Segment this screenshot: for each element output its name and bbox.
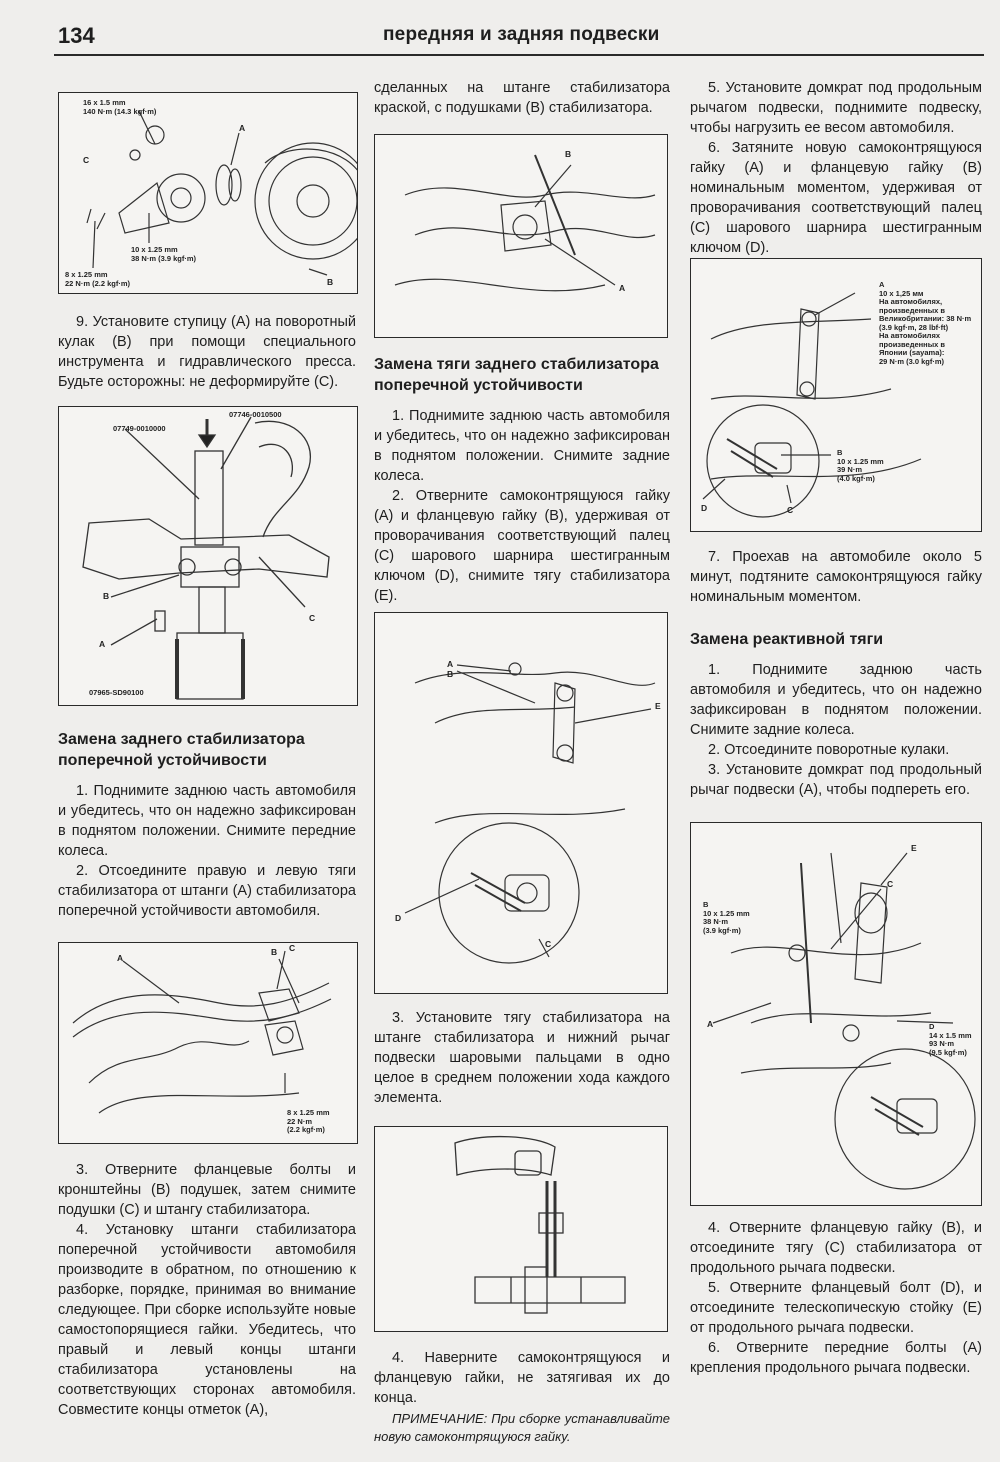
tightening-torque-b: B 10 x 1.25 mm 39 N·m (4.0 kgf·m) xyxy=(837,448,884,483)
trailing-arm-drawing xyxy=(691,823,981,1205)
heading-reaction-rod: Замена реактивной тяги xyxy=(690,631,884,648)
arm-torque-b: B 10 x 1.25 mm 38 N·m (3.9 kgf·m) xyxy=(703,900,750,935)
link-step-6: 6. Затяните новую самоконтрящуюся гайку (А) и фланцевую гайку (В) номинальным моментом, удерживая от проворачивания соответствующий палец (С) шарового шарнира шестигранным ключом (D). xyxy=(690,140,982,256)
column-middle-4 xyxy=(374,1348,670,1446)
stabilizer-torque: 8 x 1.25 mm 22 N·m (2.2 kgf·m) xyxy=(287,1108,330,1134)
link-removal-drawing xyxy=(375,613,667,993)
figure-hub-press xyxy=(58,406,358,706)
column-middle xyxy=(374,78,670,118)
link-step-7: 7. Проехав на автомобиле около 5 минут, подтяните самоконтрящуюся гайку номинальным моментом. xyxy=(690,549,982,605)
tightening-label-d: D xyxy=(701,503,708,513)
rod-step-5: 5. Отверните фланцевый болт (D), и отсоедините телескопическую стойку (Е) от продольного рычага подвески. xyxy=(690,1280,982,1336)
stabilizer-step-2: 2. Отсоедините правую и левую тяги стабилизатора от штанги (А) стабилизатора поперечной устойчивости автомобиля. xyxy=(58,863,356,919)
press-label-c: C xyxy=(309,613,316,623)
rod-step-3: 3. Установите домкрат под продольный рычаг подвески (А), чтобы подпереть его. xyxy=(690,762,982,798)
marks-label-b: B xyxy=(565,149,572,159)
link-label-a: A xyxy=(447,659,454,669)
stabilizer-marks-drawing xyxy=(375,135,667,337)
press-tool-1: 07749-0010000 xyxy=(113,424,166,433)
arm-label-a: A xyxy=(707,1019,714,1029)
figure-stabilizer-marks xyxy=(374,134,668,338)
link-step-4: 4. Наверните самоконтрящуюся и фланцевую гайки, не затягивая их до конца. xyxy=(374,1350,670,1406)
column-left-2 xyxy=(58,729,356,921)
figure-link-tightening xyxy=(690,258,982,532)
rod-step-1: 1. Поднимите заднюю часть автомобиля и убедитесь, что он надежно зафиксирован в поднятом положении. Снимите задние колеса. xyxy=(690,662,982,738)
arm-torque-d: D 14 x 1.5 mm 93 N·m (9.5 kgf·m) xyxy=(929,1022,972,1057)
press-label-b: B xyxy=(103,591,110,601)
link-label-c: C xyxy=(545,939,552,949)
tightening-torque-a: A 10 x 1,25 мм На автомобилях, произведенных в Великобритании: 38 N·m (3.9 kgf·m, 28 lbf·ft) На автомобилях произведенных в Японии (sayama): 29 N·m (3.0 kgf·m) xyxy=(879,280,972,366)
running-head: передняя и задняя подвески xyxy=(383,24,660,45)
figure-link-removal xyxy=(374,612,668,994)
column-right-2 xyxy=(690,547,982,800)
link-step-5: 5. Установите домкрат под продольным рычагом подвески, поднимите подвеску, чтобы нагрузить ее весом автомобиля. xyxy=(690,80,982,136)
press-tool-3: 07965-SD90100 xyxy=(89,688,144,697)
arm-label-c: C xyxy=(887,879,894,889)
stabilizer-step-3: 3. Отверните фланцевые болты и кронштейны (В) подушек, затем снимите подушки (С) и штангу стабилизатора. xyxy=(58,1162,356,1218)
stabilizer-step-1: 1. Поднимите заднюю часть автомобиля и убедитесь, что он надежно зафиксирован в поднятом положении. Снимите передние колеса. xyxy=(58,783,356,859)
rod-step-2: 2. Отсоедините поворотные кулаки. xyxy=(708,742,950,758)
step-9-text: 9. Установите ступицу (А) на поворотный кулак (В) при помощи специального инструмента и гидравлического пресса. Будьте осторожны: не деформируйте (С). xyxy=(58,314,356,390)
stabilizer-step-4-cont: сделанных на штанге стабилизатора краской, с подушками (В) стабилизатора. xyxy=(374,80,670,116)
hub-exploded-drawing xyxy=(59,93,357,293)
link-step-1: 1. Поднимите заднюю часть автомобиля и убедитесь, что он надежно зафиксирован в поднятом положении. Снимите задние колеса. xyxy=(374,408,670,484)
link-step-2: 2. Отверните самоконтрящуюся гайку (А) и фланцевую гайку (В), удерживая от проворачивания соответствующий палец (С) шарового шарнира шестигранным ключом (D), снимите тягу стабилизатора (Е). xyxy=(374,488,670,604)
heading-stabilizer-link: Замена тяги заднего стабилизатора поперечной устойчивости xyxy=(374,356,659,394)
hub-torque-bottom: 8 x 1.25 mm 22 N·m (2.2 kgf·m) xyxy=(65,270,131,288)
link-note: ПРИМЕЧАНИЕ: При сборке устанавливайте новую самоконтрящуюся гайку. xyxy=(374,1411,670,1444)
hub-torque-top: 16 x 1.5 mm 140 N·m (14.3 kgf·m) xyxy=(83,98,157,116)
figure-trailing-arm xyxy=(690,822,982,1206)
arm-label-e: E xyxy=(911,843,917,853)
figure-hub-exploded xyxy=(58,92,358,294)
column-left xyxy=(58,312,356,392)
hub-label-a: A xyxy=(239,123,246,133)
stabilizer-label-b: B xyxy=(271,947,278,957)
link-step-3: 3. Установите тягу стабилизатора на штанге стабилизатора и нижний рычаг подвески шаровыми пальцами в одно целое в среднем положении хода каждого элемента. xyxy=(374,1010,670,1106)
page-number: 134 xyxy=(58,23,95,48)
column-right-3 xyxy=(690,1218,982,1378)
link-assembly-drawing xyxy=(375,1127,667,1331)
link-label-b: B xyxy=(447,669,454,679)
figure-stabilizer-bar xyxy=(58,942,358,1144)
press-tool-2: 07746-0010500 xyxy=(229,410,282,419)
heading-rear-stabilizer: Замена заднего стабилизатора поперечной устойчивости xyxy=(58,731,305,769)
hub-label-c: C xyxy=(83,155,90,165)
stabilizer-step-4: 4. Установку штанги стабилизатора поперечной устойчивости автомобиля производите в обратном, по отношению к разборке, порядке, принимая во внимание следующее. При сборке используйте новые самостопорящиеся гайки. Убедитесь, что правый и левый концы штанги стабилизатора установлены на соответствующих сторонах автомобиля. Совместите концы отметок (А), xyxy=(58,1222,356,1418)
rod-step-4: 4. Отверните фланцевую гайку (В), и отсоедините тягу (С) стабилизатора от продольного рычага подвески. xyxy=(690,1220,982,1276)
column-right xyxy=(690,78,982,258)
column-middle-2 xyxy=(374,354,670,606)
hub-label-b: B xyxy=(327,277,334,287)
link-label-e: E xyxy=(655,701,661,711)
column-middle-3 xyxy=(374,1008,670,1108)
press-label-a: A xyxy=(99,639,106,649)
figure-link-assembly xyxy=(374,1126,668,1332)
link-label-d: D xyxy=(395,913,402,923)
tightening-label-c: C xyxy=(787,505,794,515)
marks-label-a: A xyxy=(619,283,626,293)
stabilizer-label-c: C xyxy=(289,943,296,953)
hub-press-drawing xyxy=(59,407,357,705)
column-left-3 xyxy=(58,1160,356,1420)
rod-step-6: 6. Отверните передние болты (А) крепления продольного рычага подвески. xyxy=(690,1340,982,1376)
stabilizer-label-a: A xyxy=(117,953,124,963)
header-rule xyxy=(54,54,984,56)
hub-torque-mid: 10 x 1.25 mm 38 N·m (3.9 kgf·m) xyxy=(131,245,197,263)
